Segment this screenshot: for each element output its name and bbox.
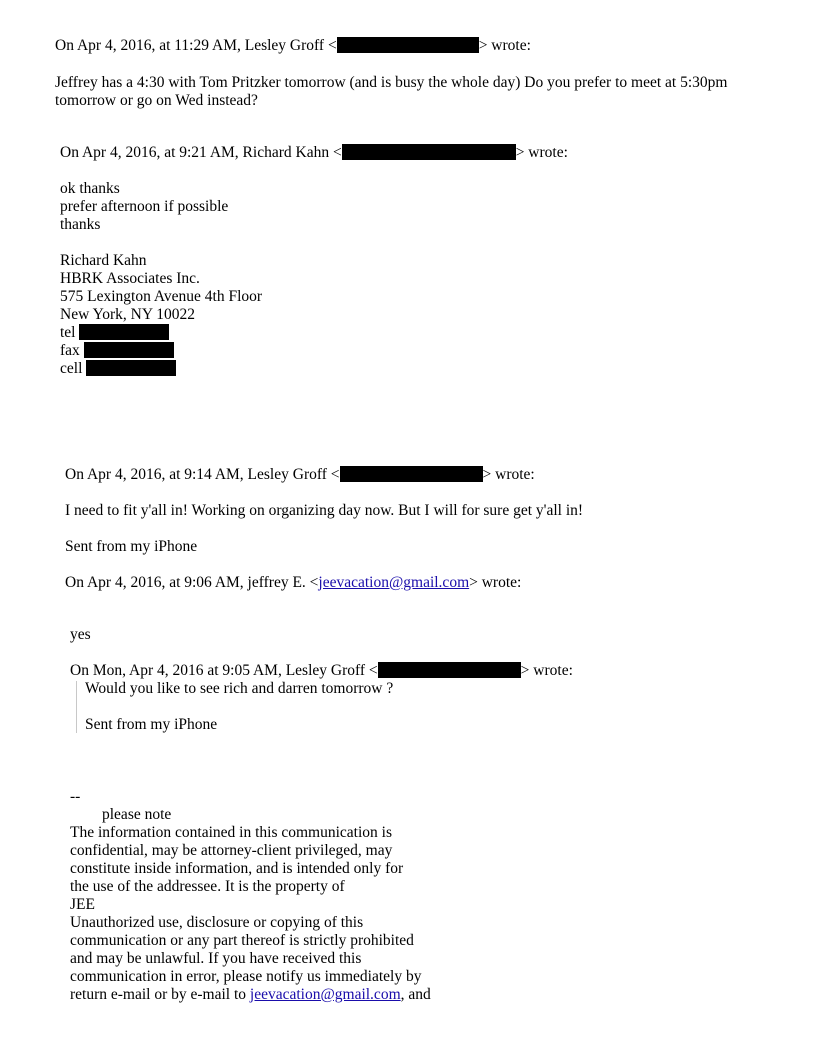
disclaimer-line: constitute inside information, and is intended only for [70,860,404,877]
signature-name: Richard Kahn [60,252,147,269]
email-header-lesley-0914: On Apr 4, 2016, at 9:14 AM, Lesley Groff < > wrote: [65,466,535,483]
signature-address: 575 Lexington Avenue 4th Floor [60,288,263,305]
disclaimer-line: communication in error, please notify us immediately by [70,968,422,985]
email-header-jeffrey-0906: On Apr 4, 2016, at 9:06 AM, jeffrey E. <jeevacation@gmail.com> wrote: [65,574,522,591]
disclaimer-line: Unauthorized use, disclosure or copying of this [70,914,364,931]
email-header-lesley-0905: On Mon, Apr 4, 2016 at 9:05 AM, Lesley Groff < > wrote: [70,662,573,679]
disclaimer-line-last: return e-mail or by e-mail to jeevacation@gmail.com, and [70,986,431,1003]
email-header-richard-0921: On Apr 4, 2016, at 9:21 AM, Richard Kahn < > wrote: [60,144,568,161]
redacted-phone [79,324,169,340]
disclaimer-line: JEE [70,896,95,913]
body-line: thanks [60,216,101,233]
redacted-email [378,662,521,678]
signature-address: New York, NY 10022 [60,306,196,323]
body-line: Jeffrey has a 4:30 with Tom Pritzker tomorrow (and is busy the whole day) Do you prefer to meet at 5:30pm [55,74,728,91]
disclaimer-heading: please note [102,806,172,823]
signature-tel: tel [60,324,169,342]
signature-fax: fax [60,342,174,360]
email-link[interactable]: jeevacation@gmail.com [318,574,470,591]
redacted-email [340,466,483,482]
sent-from-iphone: Sent from my iPhone [65,538,198,555]
body-line: tomorrow or go on Wed instead? [55,92,258,109]
disclaimer-line: The information contained in this communication is [70,824,392,841]
quoted-line: Would you like to see rich and darren tomorrow ? [85,680,394,697]
redacted-phone [86,360,176,376]
quote-bar [76,681,77,733]
body-line: yes [70,626,91,643]
redacted-email [342,144,516,160]
signature-company: HBRK Associates Inc. [60,270,200,287]
disclaimer-line: confidential, may be attorney-client privileged, may [70,842,393,859]
email-header-lesley-1129: On Apr 4, 2016, at 11:29 AM, Lesley Groff < > wrote: [55,37,531,54]
redacted-email [337,37,479,53]
disclaimer-line: and may be unlawful. If you have received this [70,950,362,967]
sent-from-iphone: Sent from my iPhone [85,716,218,733]
signature-separator: -- [70,788,81,805]
disclaimer-line: communication or any part thereof is strictly prohibited [70,932,414,949]
email-link[interactable]: jeevacation@gmail.com [249,986,401,1003]
disclaimer-line: the use of the addressee. It is the property of [70,878,345,895]
body-line: prefer afternoon if possible [60,198,229,215]
signature-cell: cell [60,360,176,378]
redacted-phone [84,342,174,358]
body-line: ok thanks [60,180,120,197]
body-line: I need to fit y'all in! Working on organizing day now. But I will for sure get y'all in! [65,502,584,519]
